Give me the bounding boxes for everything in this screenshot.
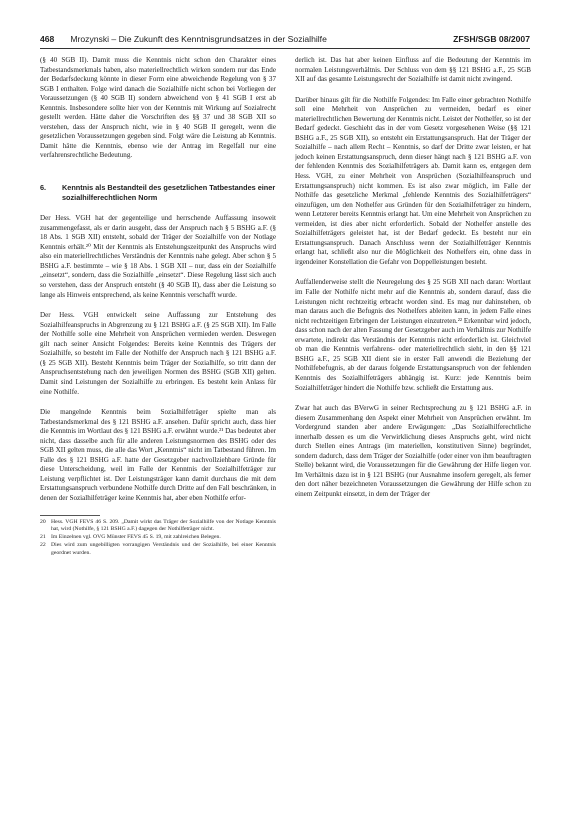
footnote — [40, 534, 276, 541]
page-number: 468 — [40, 34, 55, 44]
footnote-rule — [40, 515, 100, 516]
footnote — [40, 542, 276, 557]
paragraph: derlich ist. Das hat aber keinen Einfluss auf die Bedeutung der Kenntnis im normalen Leistungsverhältnis. Der Schluss von dem §§ 121 BSHG a.F., 25 SGB XII auf das gesamte Leistungsrecht der Sozialhilfe ist damit nicht zwingend. — [295, 56, 531, 84]
paragraph: Die mangelnde Kenntnis beim Sozialhilfeträger spielte man als Tatbestandsmerkmal des § 121 BSHG a.F. ansehen. Dafür spricht auch, dass hier die Kenntnis im Wortlaut des § 121 BSHG a.F. erwähnt wurde.²¹ Das bedeutet aber nicht, dass dasselbe auch für alle anderen Leistungsnormen des BSHG oder des SGB XII gelten muss, die alle das Wort „Kenntnis“ nicht im Tatbestand führen. Im Falle des § 121 BSHG a.F. hatte der Gesetzgeber nachvollziehbare Gründe für diese Unterscheidung, weil im Falle der Kenntnis der Sozialhilfeträger zur Leistung verpflichtet ist. Der Leistungsträger kann damit durchaus die mit dem Erstattungsanspruch verbundene Nothilfe durch Dritte auf den Fall beschränken, in denen der Sozialhilfeträger keine Kenntnis hat, aber eben Nothilfe erfor- — [40, 408, 276, 502]
left-column — [40, 56, 276, 799]
footnote — [40, 519, 276, 534]
section-title: Kenntnis als Bestandteil des gesetzlichen Tatbestandes einer sozialhilferechtlichen Norm — [62, 183, 276, 202]
header-rule — [40, 48, 530, 49]
section-heading — [40, 183, 276, 202]
footnote-number: 20 — [40, 518, 46, 525]
paragraph: Der Hess. VGH entwickelt seine Auffassung zur Entstehung des Sozialhilfeanspruchs in Abgrenzung zu § 121 BSHG a.F. (§ 25 SGB XII). Im Falle der Nothilfe solle eine Mehrheit von Ansprüchen vermieden werden. Deswegen gilt nach seiner Ansicht Folgendes: Bereits keine Kenntnis des Trägers der Sozialhilfe, so besteht im Falle der Nothilfe der Anspruch nach § 121 BSHG a.F. (§ 25 SGB XII). Besteht Kenntnis beim Träger der Sozialhilfe, so tritt dann der Anspruchsentstehung nach den jeweiligen Normen des BSHG (SGB XII) gelten. Damit sind Leistungen der Sozialhilfe zu erbringen. Es besteht kein Anlass für eine Nothilfe. — [40, 311, 276, 396]
paragraph: Zwar hat auch das BVerwG in seiner Rechtsprechung zu § 121 BSHG a.F. in diesem Zusammenhang den Aspekt einer Mehrheit von Ansprüchen erwähnt. Im Vordergrund standen aber andere Erwägungen: „Das Sozialhilferechtliche innerhalb dessen es um die Verwirklichung dieses Anspruchs geht, wird nicht durch Stellen eines Antrags (im materiellen, konstitutiven Sinne) begründet, sondern dadurch, dass dem Träger der Sozialhilfe (oder einer von ihm beauftragten Stelle) bekannt wird, die Voraussetzungen für die Gewährung der Hilfe liegen vor. Im Verhältnis dazu ist in § 121 BSHG (nur Ausnahme insofern geregelt, als ferner den dort näher bezeichneten Voraussetzungen die Gewährung der Hilfe schon zu einem Zeitpunkt einsetzt, in dem der Träger der — [295, 404, 531, 498]
paragraph: Darüber hinaus gilt für die Nothilfe Folgendes: Im Falle einer gebrachten Nothilfe soll eine Mehrheit von Ansprüchen zu vermeiden, bedarf es einer materiellrechtlichen Bewertung der Kenntnis nicht. Leistet der Nothelfer, so ist der Bedarf gedeckt. Geschieht das in der vom Gesetz vorgesehenen Weise (§§ 121 BSHG a.F., 25 SGB XII), so entsteht ein Erstattungsanspruch. Hat der Träger der Sozialhilfe – nach allem Recht – Kenntnis, so darf der Dritte zwar leisten, er hat jedoch keinen Erstattungsanspruch, denn dieser hängt nach § 121 BSHG a.F. von der fehlenden Kenntnis des Sozialhilfeträgers ab. Damit kann es, entgegen dem Hess. VGH, zu einer Mehrheit von Ansprüchen (Sozialhilfeanspruch und Erstattungsanspruch) nicht kommen. Es ist also zwar möglich, im Falle der Nothilfe das gesetzliche Merkmal „fehlende Kenntnis des Sozialhilfeträgers“ einzufügen, um den Nothelfer aus Gründen für den Sozialhilfeträger zu hindern, wenn Letzterer bereits Kenntnis erlangt hat. Um eine Mehrheit von Ansprüchen zu vermeiden, ist dies aber nicht erforderlich. Sobald der Nothelfer anstelle des Sozialhilfeträgers geleistet hat, ist der Bedarf gedeckt. Es besteht nur ein Erstattungsanspruch. Danach Anschluss wenn der Sozialhilfeträger Kenntnis erlangt hat, schließt also nur die Möglichkeit des Nothelfers ein, ohne dass in irgendeiner Konstellation die Gefahr von Doppelleistungen besteht. — [295, 95, 531, 266]
journal-reference: ZFSH/SGB 08/2007 — [453, 34, 530, 44]
right-column — [295, 56, 531, 799]
paragraph: Der Hess. VGH hat der gegenteilige und herrschende Auffassung insoweit zusammengefasst, als er darin ausgeht, dass der Anspruch nach § 5 BSHG a.F. (§ 18 Abs. 1 SGB XII) entsteht, sobald der Träger der Sozialhilfe von der Notlage Kenntnis erhält.²⁰ Mit der Kenntnis als Entstehungszeitpunkt des Anspruchs wird also ein materiellrechtliches Verständnis der Kenntnis nahe gelegt. Aber schon § 5 BSHG a.F. bestimmte – wie § 18 Abs. 1 SGB XII – nur, dass ein der Sozialhilfe „einsetzt“, sondern, dass die Sozialhilfe „einsetzt“. Diese Regelung lässt sich auch so verstehen, dass der Anspruch entsteht (§ 40 SGB II), dass aber die Leistung so lange als Hinweis entsprechend, als keine Kenntnis verschafft wurde. — [40, 214, 276, 299]
section-number: 6. — [40, 183, 47, 193]
footnote-text: Dies wird zum ungebilligten vorrangigen Verständnis und der Sozialhilfe, bei einer Kenntnis geordnet wurden. — [51, 542, 276, 556]
footnote-text: Hess. VGH FEVS 46 S. 209. „Damit wirkt das Träger der Sozialhilfe von der Notlage Kenntnis hat, wird (Nothilfe, § 121 BSHG a.F.) dagegen der Nothilfeträger nicht. — [51, 518, 276, 532]
page-header — [40, 34, 530, 48]
footnote-text: Im Einzelnen vgl. OVG Münster FEVS 45 S. 19, mit zahlreichen Belegen. — [51, 534, 221, 541]
running-title: Mrozynski – Die Zukunft des Kenntnisgrundsatzes in der Sozialhilfe — [70, 34, 327, 44]
footnote-number: 21 — [40, 534, 46, 541]
footnote-number: 22 — [40, 542, 46, 549]
paragraph: Auffallenderweise stellt die Neuregelung des § 25 SGB XII nach daran: Wortlaut im Falle der Nothilfe nicht mehr auf die Kenntnis ab, sondern darauf, dass die Leistungen nicht rechtzeitig erbracht worden sind. Es mag nur dahinstehen, ob man daraus auch die Befugnis des Nothelfers ableiten kann, in jedem Falle eines nicht rechtzeitigen Erbringen der Leistungen einzutreten.²² Erkennbar wird jedoch, dass schon nach der alten Fassung der Gesetzgeber auch im Verhältnis zur Nothilfe erwartete, indirekt das Verständnis der Kenntnis nicht erforderlich ist. Gleichviel ob man die Kenntnis verfahrens- oder materiellrechtlich sieht, in den §§ 121 BSHG a.F., 25 SGB XII dient sie in erster Fall anwendi die Beziehung der Nothilfebefugnis, ab der daraus folgende Erstattungsanspruch von der fehlenden Kenntnis des Sozialhilfeträgers abhängig ist. Kurz: jede Kenntnis beim Sozialhilfeträger hindert die Nothilfe bzw. schließt die Erstattung aus. — [295, 278, 531, 392]
paragraph: (§ 40 SGB II). Damit muss die Kenntnis nicht schon den Charakter eines Tatbestandsmerkmals haben, also materiellrechtlich wirken sondern nur das Ende der Bedarfsdeckung könnte in dieser Form eine abweichende Regelung von § 37 SGB I enthalten. Folge wird danach die Sozialhilfe nicht schon bei Vorliegen der Voraussetzungen (§ 40 SGB II) sondern abweichend von § 41 SGB I erst ab Kenntnis. Insbesondere sollte hier von der Kenntnis mit Wirkung auf Sozialrecht gestellt werden. Hätte daher die Vorschriften des §§ 37 und 38 SGB XII so verstehen, dass der Anspruch nicht, wie in § 40 SGB II geregelt, wenn die gesetzlichen Voraussetzungen gegeben sind. Folgt wäre die Leistung ab Kenntnis. Damit hätte die Kenntnis, ebenso wie der Antrag im Regelfall nur eine verfahrensrechtliche Bedeutung. — [40, 56, 276, 160]
